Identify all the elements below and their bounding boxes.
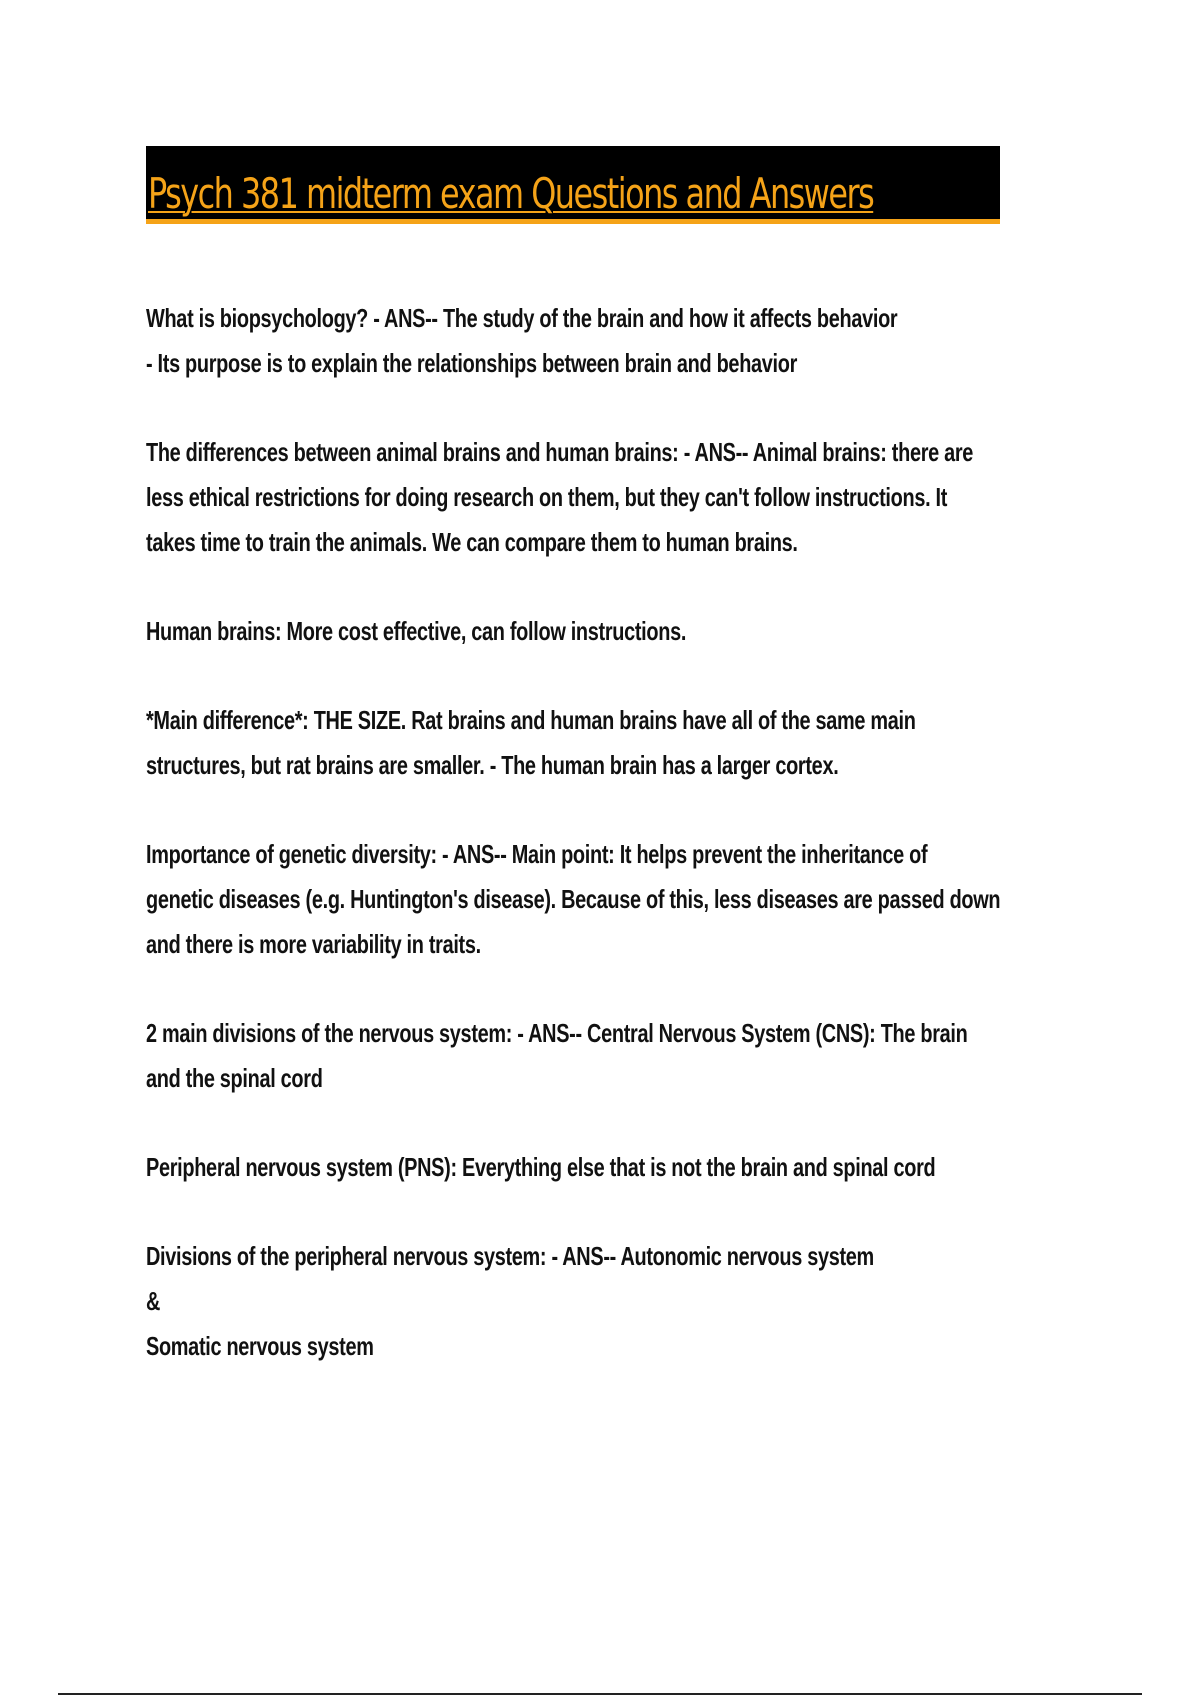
text-line: structures, but rat brains are smaller. - The human brain has a larger cortex. (146, 750, 839, 780)
text-line: *Main difference*: THE SIZE. Rat brains and human brains have all of the same main (146, 705, 916, 735)
text-line: Importance of genetic diversity: - ANS-- Main point: It helps prevent the inheritance of (146, 839, 928, 869)
text-line: and there is more variability in traits. (146, 929, 481, 959)
text-line: 2 main divisions of the nervous system: - ANS-- Central Nervous System (CNS): The brain (146, 1018, 968, 1048)
qa-block-genetic-diversity (146, 832, 1076, 967)
text-line: less ethical restrictions for doing research on them, but they can't follow instructions. It (146, 482, 948, 512)
text-line: genetic diseases (e.g. Huntington's disease). Because of this, less diseases are passed down (146, 884, 1001, 914)
page-bottom-divider (58, 1693, 1142, 1695)
qa-block-pns-divisions (146, 1234, 1076, 1369)
title-banner (146, 146, 1000, 224)
qa-block-animal-vs-human-brains (146, 430, 1076, 565)
text-line: - Its purpose is to explain the relationships between brain and behavior (146, 348, 798, 378)
text-line: takes time to train the animals. We can compare them to human brains. (146, 527, 798, 557)
qa-block-main-difference (146, 698, 1076, 788)
text-line: and the spinal cord (146, 1063, 323, 1093)
text-line: Peripheral nervous system (PNS): Everything else that is not the brain and spinal cord (146, 1152, 936, 1182)
text-line: & (146, 1286, 161, 1316)
qa-block-peripheral-nervous-system (146, 1145, 1076, 1190)
text-line: What is biopsychology? - ANS-- The study of the brain and how it affects behavior (146, 303, 898, 333)
text-line: The differences between animal brains and human brains: - ANS-- Animal brains: there are (146, 437, 974, 467)
document-title: Psych 381 midterm exam Questions and Answers (148, 169, 874, 218)
qa-block-biopsychology (146, 296, 1076, 386)
qa-block-nervous-system-divisions (146, 1011, 1076, 1101)
qa-block-human-brains (146, 609, 1076, 654)
text-line: Human brains: More cost effective, can follow instructions. (146, 616, 687, 646)
text-line: Divisions of the peripheral nervous system: - ANS-- Autonomic nervous system (146, 1241, 874, 1271)
document-body (146, 296, 1076, 1413)
text-line: Somatic nervous system (146, 1331, 374, 1361)
